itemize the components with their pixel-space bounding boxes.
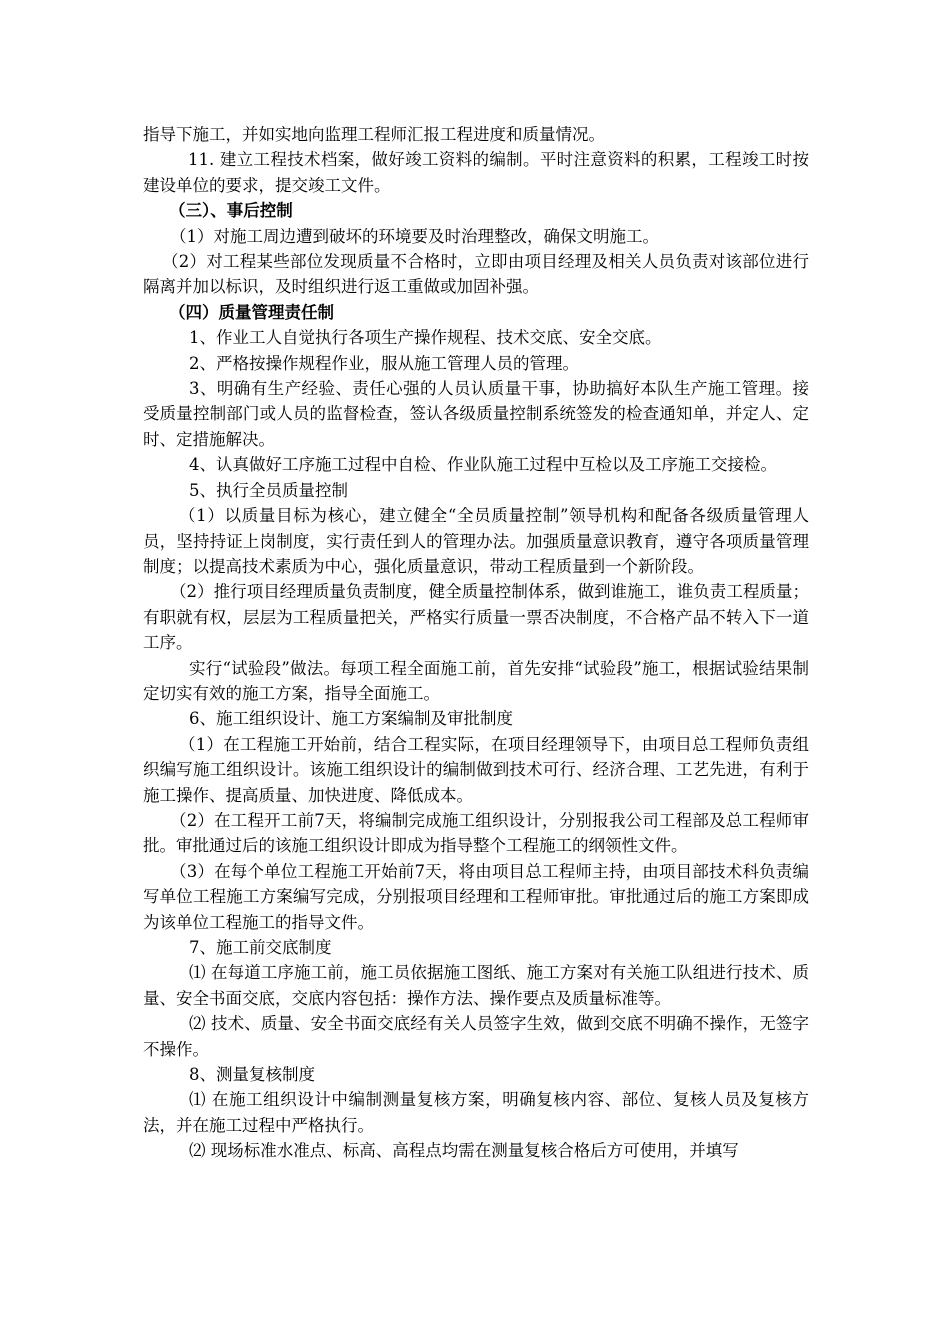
body-paragraph: 8、测量复核制度 bbox=[189, 1065, 315, 1085]
body-paragraph: 5、执行全员质量控制 bbox=[189, 480, 348, 500]
document-body bbox=[143, 122, 809, 1164]
body-paragraph: ⑵ 现场标准水准点、标高、高程点均需在测量复核合格后方可使用，并填写 bbox=[189, 1141, 739, 1161]
body-paragraph: 2、严格按操作规程作业，服从施工管理人员的管理。 bbox=[189, 353, 579, 373]
section-heading: （三）、事后控制 bbox=[169, 201, 293, 221]
body-paragraph: 11. 建立工程技术档案，做好竣工资料的编制。平时注意资料的积累，工程竣工时按建设单位的要求，提交竣工文件。 bbox=[143, 150, 809, 195]
body-paragraph: （1）以质量目标为核心，建立健全“全员质量控制”领导机构和配备各级质量管理人员，坚持持证上岗制度，实行责任到人的管理办法。加强质量意识教育，遵守各项质量管理制度；以提高技术素质为中心，强化质量意识，带动工程质量到一个新阶段。 bbox=[143, 506, 809, 576]
body-paragraph: 3、明确有生产经验、责任心强的人员认质量干事，协助搞好本队生产施工管理。接受质量控制部门或人员的监督检查，签认各级质量控制系统签发的检查通知单，并定人、定时、定措施解决。 bbox=[143, 379, 809, 449]
body-paragraph: 实行“试验段”做法。每项工程全面施工前，首先安排“试验段”施工，根据试验结果制定切实有效的施工方案，指导全面施工。 bbox=[143, 658, 809, 703]
body-paragraph: （1）对施工周边遭到破坏的环境要及时治理整改，确保文明施工。 bbox=[170, 226, 659, 246]
body-paragraph: 7、施工前交底制度 bbox=[189, 938, 332, 957]
body-paragraph: （2）对工程某些部位发现质量不合格时，立即由项目经理及相关人员负责对该部位进行隔离并加以标识，及时组织进行返工重做或加固补强。 bbox=[143, 252, 809, 297]
body-paragraph: （3）在每个单位工程施工开始前7天，将由项目总工程师主持，由项目部技术科负责编写单位工程施工方案编写完成，分别报项目经理和工程师审批。审批通过后的施工方案即成为该单位工程施工的指导文件。 bbox=[143, 861, 809, 932]
body-paragraph: （2）在工程开工前7天，将编制完成施工组织设计，分别报我公司工程部及总工程师审批。审批通过后的该施工组织设计即成为指导整个工程施工的纲领性文件。 bbox=[143, 810, 809, 856]
body-paragraph: 指导下施工，并如实地向监理工程师汇报工程进度和质量情况。 bbox=[143, 125, 605, 144]
body-paragraph: （2）推行项目经理质量负责制度，健全质量控制体系，做到谁施工，谁负责工程质量；有职就有权，层层为工程质量把关，严格实行质量一票否决制度，不合格产品不转入下一道工序。 bbox=[143, 582, 809, 653]
body-paragraph: ⑵ 技术、质量、安全书面交底经有关人员签字生效，做到交底不明确不操作，无签字不操作。 bbox=[143, 1014, 809, 1059]
body-paragraph: 6、施工组织设计、施工方案编制及审批制度 bbox=[189, 709, 513, 729]
body-paragraph: ⑴ 在每道工序施工前，施工员依据施工图纸、施工方案对有关施工队组进行技术、质量、安全书面交底，交底内容包括：操作方法、操作要点及质量标准等。 bbox=[143, 963, 809, 1008]
body-paragraph: 1、作业工人自觉执行各项生产操作规程、技术交底、安全交底。 bbox=[189, 328, 662, 348]
body-paragraph: ⑴ 在施工组织设计中编制测量复核方案，明确复核内容、部位、复核人员及复核方法，并在施工过程中严格执行。 bbox=[143, 1090, 809, 1135]
body-paragraph: （1）在工程施工开始前，结合工程实际，在项目经理领导下，由项目总工程师负责组织编写施工组织设计。该施工组织设计的编制做到技术可行、经济合理、工艺先进，有利于施工操作、提高质量、加快进度、降低成本。 bbox=[143, 734, 809, 805]
body-paragraph: 4、认真做好工序施工过程中自检、作业队施工过程中互检以及工序施工交接检。 bbox=[189, 455, 777, 475]
section-heading: （四）质量管理责任制 bbox=[169, 302, 334, 322]
